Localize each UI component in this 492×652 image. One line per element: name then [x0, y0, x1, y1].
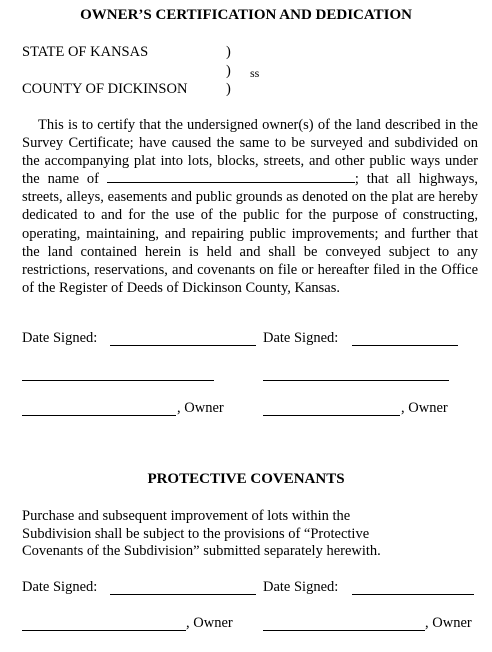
covenants-owner-label-left: , Owner: [186, 615, 233, 631]
certification-paragraph: [22, 116, 478, 297]
covenants-owner-name-field-right[interactable]: [263, 630, 425, 631]
covenants-date-signed-label-right: Date Signed:: [263, 579, 339, 595]
covenants-date-signed-label-left: Date Signed:: [22, 579, 98, 595]
owner-name-field-right[interactable]: [263, 415, 400, 416]
venue-ss: ss: [250, 66, 260, 80]
subdivision-name-field[interactable]: [107, 171, 355, 183]
date-signed-label-right: Date Signed:: [263, 330, 339, 346]
owner-name-field-left[interactable]: [22, 415, 176, 416]
semicolon: ;: [354, 171, 359, 188]
venue-paren-1: ): [226, 44, 231, 60]
venue-paren-3: ): [226, 81, 231, 97]
date-signed-field-right[interactable]: [352, 345, 458, 346]
covenants-paragraph: Purchase and subsequent improvement of lots within the Subdivision shall be subject to the provisions of “Protective Covenants of the Subdivision” submitted separately herewith.: [22, 508, 381, 559]
certification-text-part-1: This is to certify that the undersigned owner(s) of the land described in the Survey Certificate; have caused the same to be surveyed and subdivided on the accompanying plat into lots, blocks, streets, and other public ways under the name of: [22, 117, 478, 188]
date-signed-label-left: Date Signed:: [22, 330, 98, 346]
venue-paren-2: ): [226, 63, 231, 79]
signature-line-right[interactable]: [263, 380, 449, 381]
state-label: STATE OF KANSAS: [22, 44, 149, 60]
certification-title: OWNER’S CERTIFICATION AND DEDICATION: [80, 7, 412, 23]
covenants-owner-label-right: , Owner: [425, 615, 472, 631]
county-label: COUNTY OF DICKINSON: [22, 81, 188, 97]
covenants-date-signed-field-left[interactable]: [110, 594, 256, 595]
covenants-title: PROTECTIVE COVENANTS: [147, 471, 345, 487]
certification-text-part-2: that all highways, streets, alleys, easements and public grounds as denoted on the plat are hereby dedicated to and for the use of the public for the purpose of constructing, operating, maintaining, and repairing public improvements; and further that the land contained herein is held and shall be conveyed subject to any restrictions, reservations, and covenants on file or hereafter filed in the Office of the Register of Deeds of Dickinson County, Kansas.: [22, 171, 478, 296]
date-signed-field-left[interactable]: [110, 345, 256, 346]
signature-line-left[interactable]: [22, 380, 214, 381]
covenants-owner-name-field-left[interactable]: [22, 630, 186, 631]
owner-label-right: , Owner: [401, 400, 448, 416]
covenants-date-signed-field-right[interactable]: [352, 594, 474, 595]
owner-label-left: , Owner: [177, 400, 224, 416]
